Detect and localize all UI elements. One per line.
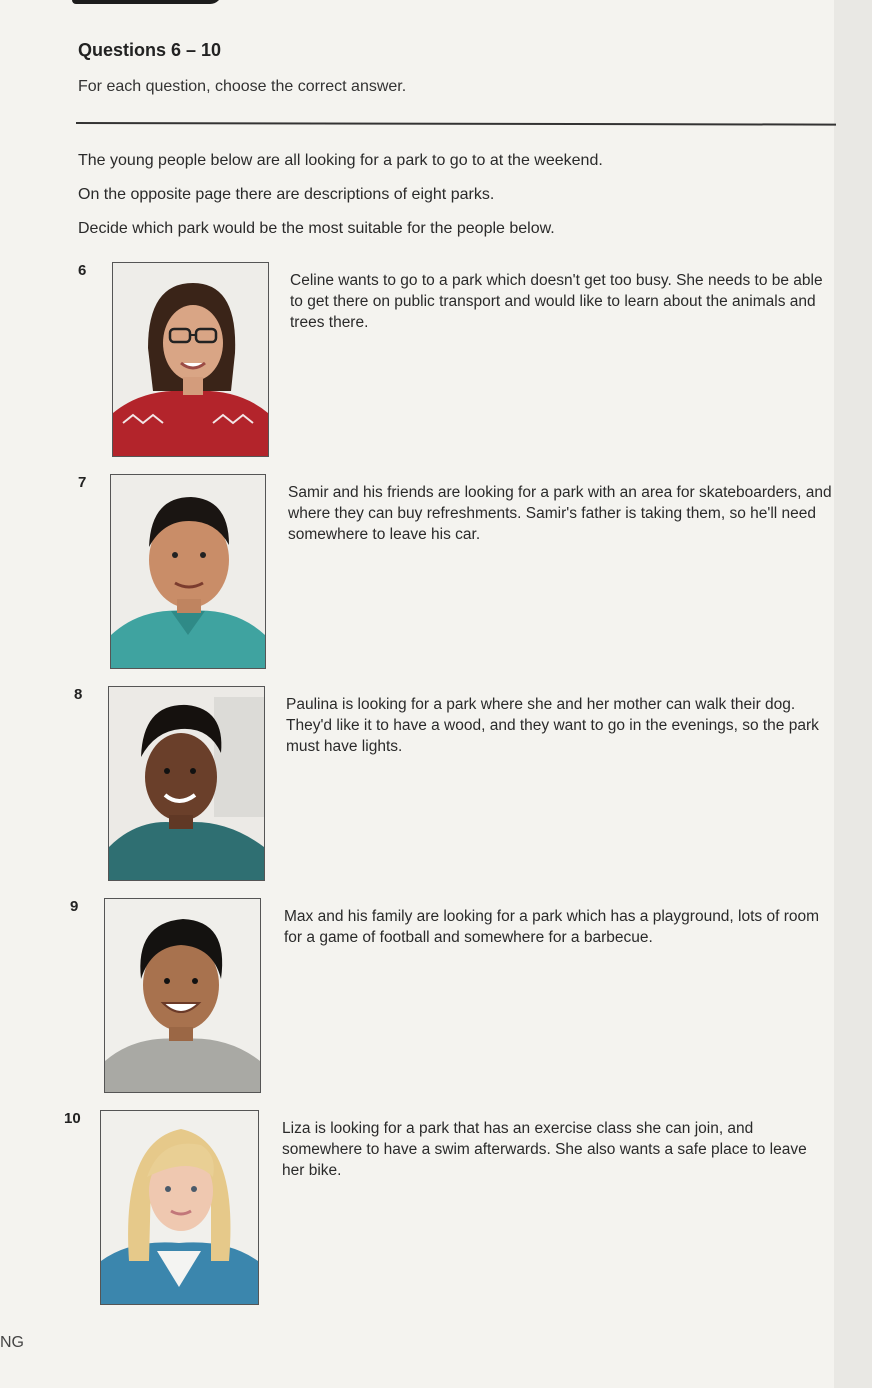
question-text: Liza is looking for a park that has an exercise class she can join, and somewhere to have a swim afterwards. She also wants a safe place to leave her bike. (282, 1120, 807, 1179)
question-number: 6 (78, 262, 87, 279)
question-number: 8 (74, 686, 83, 703)
divider (76, 122, 836, 126)
question-text: Samir and his friends are looking for a park with an area for skateboarders, and where they can buy refreshments. Samir's father is taking them, so he'll need somewhere to leave his car. (288, 484, 832, 543)
question-text: Max and his family are looking for a park which has a playground, lots of room for a game of football and somewhere for a barbecue. (284, 908, 820, 946)
page-edge (834, 0, 872, 1388)
photo-max (104, 898, 261, 1093)
photo-celine (112, 262, 269, 457)
question-number: 9 (70, 898, 79, 915)
page-title: Questions 6 – 10 (78, 40, 222, 60)
photo-paulina (108, 686, 265, 881)
intro-line-3: Decide which park would be the most suitable for the people below. (78, 220, 555, 237)
instruction-text: For each question, choose the correct answer. (78, 78, 407, 95)
intro-line-1: The young people below are all looking for a park to go to at the weekend. (78, 152, 603, 169)
section-tab (72, 0, 222, 4)
photo-liza (100, 1110, 259, 1305)
footer-section-label: NG (0, 1334, 24, 1351)
photo-samir (110, 474, 266, 669)
question-number: 10 (64, 1110, 81, 1127)
question-text: Paulina is looking for a park where she and her mother can walk their dog. They'd like it to have a wood, and they want to go in the evenings, so the park must have lights. (286, 696, 819, 755)
intro-line-2: On the opposite page there are descriptions of eight parks. (78, 186, 495, 203)
question-number: 7 (78, 474, 87, 491)
question-text: Celine wants to go to a park which doesn't get too busy. She needs to be able to get there on public transport and would like to learn about the animals and trees there. (290, 272, 823, 331)
